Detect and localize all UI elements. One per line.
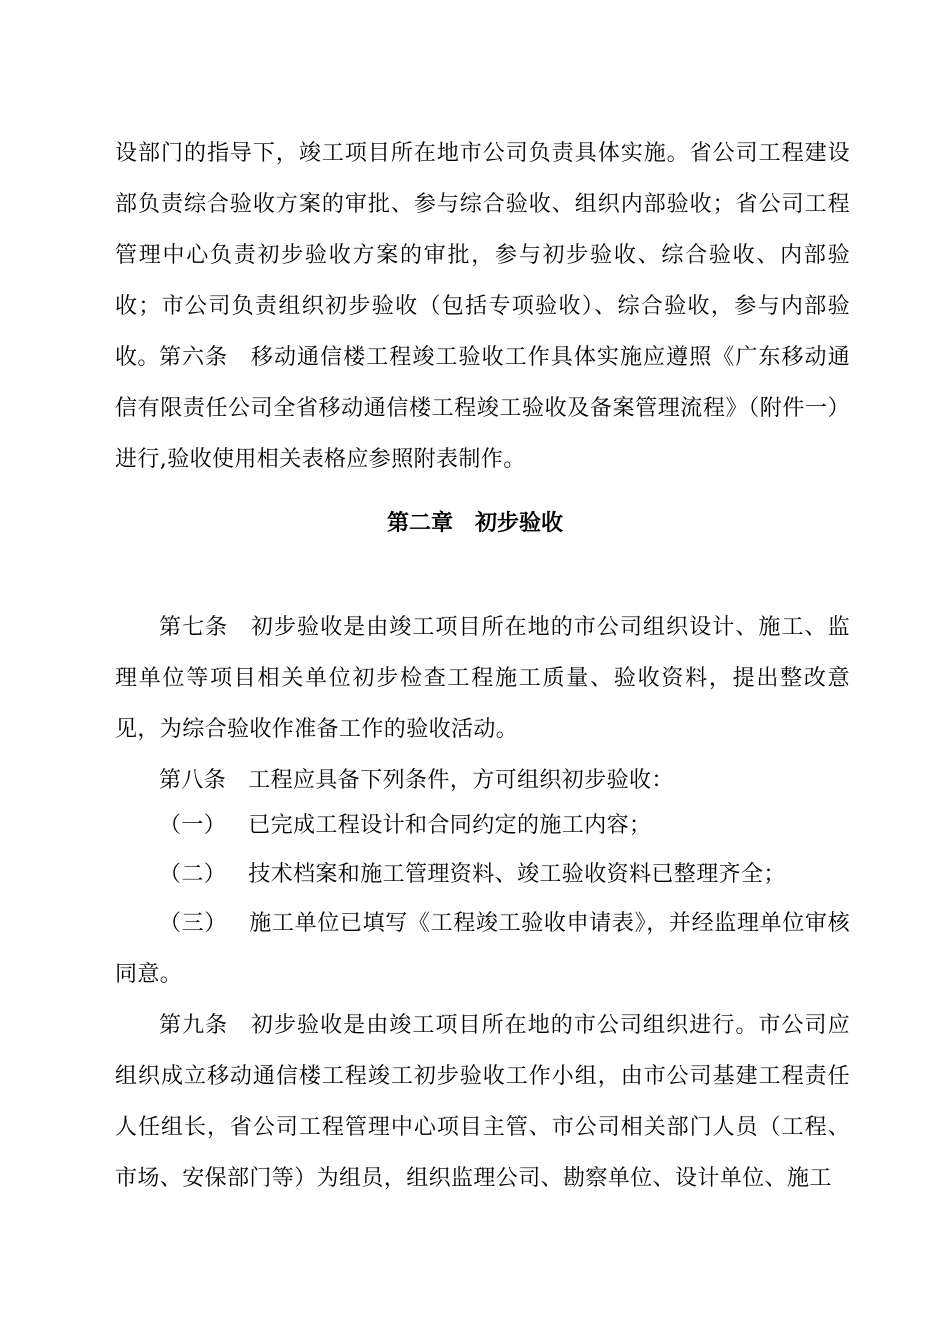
condition-item-1	[115, 800, 850, 851]
chapter-title: 初步验收	[475, 511, 564, 536]
article-8-label: 第八条	[159, 768, 227, 793]
chapter-number: 第二章	[386, 511, 453, 536]
condition-marker: （三）	[159, 911, 227, 936]
condition-item-3	[115, 898, 850, 1000]
condition-text: 技术档案和施工管理资料、竣工验收资料已整理齐全；	[248, 862, 786, 887]
condition-item-2	[115, 849, 850, 900]
article-9-label: 第九条	[159, 1013, 229, 1038]
article-7-text: 初步验收是由竣工项目所在地的市公司组织设计、施工、监理单位等项目相关单位初步检查工程施工质量、验收资料，提出整改意见，为综合验收作准备工作的验收活动。	[115, 615, 851, 742]
article-7-label: 第七条	[159, 615, 229, 640]
article-9-paragraph	[115, 1000, 850, 1204]
article-6-text: 移动通信楼工程竣工验收工作具体实施应遵照《广东移动通信有限责任公司全省移动通信楼工程竣工验收及备案管理流程》（附件一）进行,验收使用相关表格应参照附表制作。	[115, 345, 851, 472]
condition-marker: （二）	[159, 862, 227, 887]
condition-marker: （一）	[159, 813, 227, 838]
article-6-paragraph	[115, 332, 850, 485]
article-8-paragraph	[115, 755, 850, 806]
continuation-text: 设部门的指导下，竣工项目所在地市公司负责具体实施。省公司工程建设部负责综合验收方案的审批、参与综合验收、组织内部验收；省公司工程管理中心负责初步验收方案的审批，参与初步验收、综合验收、内部验收；市公司负责组织初步验收（包括专项验收）、综合验收，参与内部验收。	[115, 141, 850, 370]
condition-text: 施工单位已填写《工程竣工验收申请表》，并经监理单位审核同意。	[115, 911, 850, 987]
condition-text: 已完成工程设计和合同约定的施工内容；	[248, 813, 652, 838]
article-9-text: 初步验收是由竣工项目所在地的市公司组织进行。市公司应组织成立移动通信楼工程竣工初步验收工作小组，由市公司基建工程责任人任组长，省公司工程管理中心项目主管、市公司相关部门人员（工程、市场、安保部门等）为组员，组织监理公司、勘察单位、设计单位、施工	[115, 1013, 851, 1191]
article-6-label: 第六条	[159, 345, 229, 370]
article-8-text: 工程应具备下列条件，方可组织初步验收：	[248, 768, 674, 793]
chapter-heading	[0, 498, 950, 549]
article-7-paragraph	[115, 602, 850, 755]
